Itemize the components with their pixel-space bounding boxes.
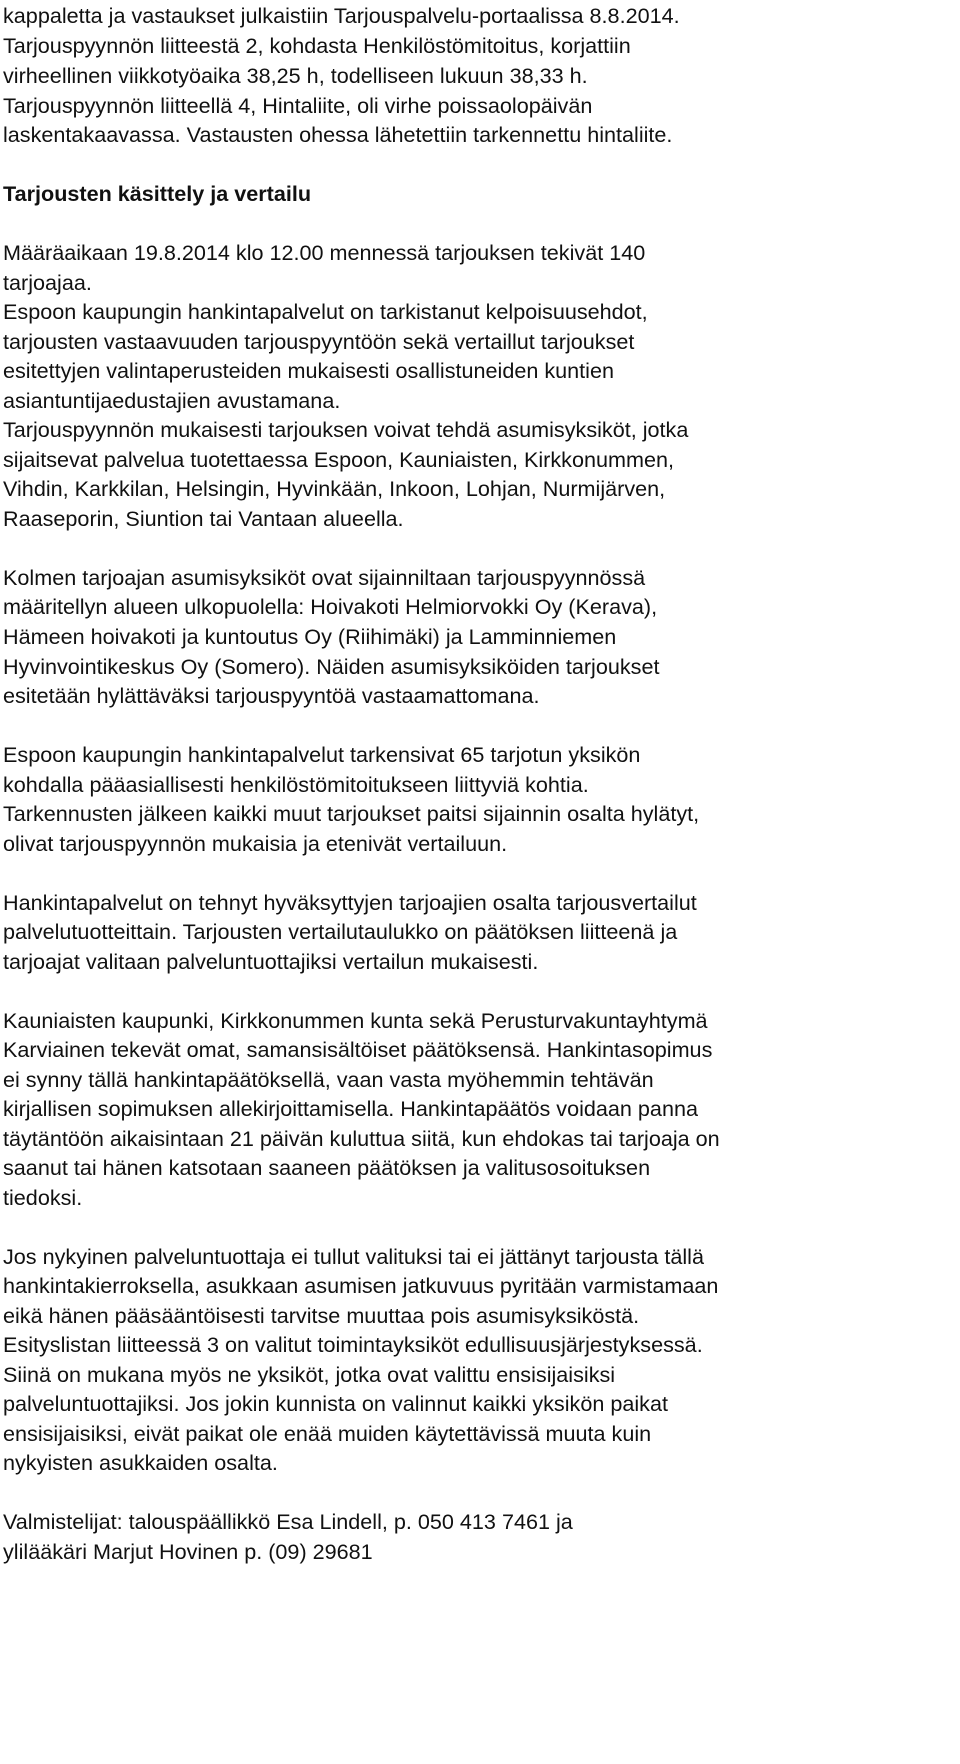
text-line: ylilääkäri Marjut Hovinen p. (09) 29681 xyxy=(3,1539,373,1564)
text-line: asiantuntijaedustajien avustamana. xyxy=(3,388,341,413)
text-line: sijaitsevat palvelua tuotettaessa Espoon, Kauniaisten, Kirkkonummen, xyxy=(3,447,674,472)
text-line: täytäntöön aikaisintaan 21 päivän kuluttua siitä, kun ehdokas tai tarjoaja on xyxy=(3,1126,720,1151)
text-line: Määräaikaan 19.8.2014 klo 12.00 mennessä tarjouksen tekivät 140 xyxy=(3,240,646,265)
text-line: palvelutuotteittain. Tarjousten vertailutaulukko on päätöksen liitteenä ja xyxy=(3,919,678,944)
section-heading: Tarjousten käsittely ja vertailu xyxy=(3,181,312,206)
text-line: laskentakaavassa. Vastausten ohessa lähetettiin tarkennettu hintaliite. xyxy=(3,122,673,147)
text-line: Kolmen tarjoajan asumisyksiköt ovat sijainniltaan tarjouspyynnössä xyxy=(3,565,646,590)
text-line: hankintakierroksella, asukkaan asumisen jatkuvuus pyritään varmistamaan xyxy=(3,1273,719,1298)
text-line: esitetään hylättäväksi tarjouspyyntöä vastaamattomana. xyxy=(3,683,540,708)
text-line: Espoon kaupungin hankintapalvelut tarkensivat 65 tarjotun yksikön xyxy=(3,742,641,767)
text-line: tarjoajat valitaan palveluntuottajiksi vertailun mukaisesti. xyxy=(3,949,539,974)
text-line: Tarjouspyynnön liitteestä 2, kohdasta Henkilöstömitoitus, korjattiin xyxy=(3,33,631,58)
text-line: kappaletta ja vastaukset julkaistiin Tarjouspalvelu-portaalissa 8.8.2014. xyxy=(3,3,680,28)
text-line: saanut tai hänen katsotaan saaneen päätöksen ja valitusosoituksen xyxy=(3,1155,651,1180)
text-line: Esityslistan liitteessä 3 on valitut toimintayksiköt edullisuusjärjestyksessä. xyxy=(3,1332,703,1357)
text-line: eikä hänen pääsääntöisesti tarvitse muuttaa pois asumisyksiköstä. xyxy=(3,1303,640,1328)
text-line: Jos nykyinen palveluntuottaja ei tullut valituksi tai ei jättänyt tarjousta tällä xyxy=(3,1244,704,1269)
text-line: Vihdin, Karkkilan, Helsingin, Hyvinkään, Inkoon, Lohjan, Nurmijärven, xyxy=(3,476,666,501)
text-line: kohdalla pääasiallisesti henkilöstömitoitukseen liittyviä kohtia. xyxy=(3,772,589,797)
text-line: Hyvinvointikeskus Oy (Somero). Näiden asumisyksiköiden tarjoukset xyxy=(3,654,660,679)
text-line: olivat tarjouspyynnön mukaisia ja etenivät vertailuun. xyxy=(3,831,508,856)
text-line: virheellinen viikkotyöaika 38,25 h, todelliseen lukuun 38,33 h. xyxy=(3,63,588,88)
text-line: tarjousten vastaavuuden tarjouspyyntöön sekä vertaillut tarjoukset xyxy=(3,329,635,354)
text-line: esitettyjen valintaperusteiden mukaisesti osallistuneiden kuntien xyxy=(3,358,614,383)
text-line: Kauniaisten kaupunki, Kirkkonummen kunta sekä Perusturvakuntayhtymä xyxy=(3,1008,708,1033)
text-line: tiedoksi. xyxy=(3,1185,83,1210)
text-line: Espoon kaupungin hankintapalvelut on tarkistanut kelpoisuusehdot, xyxy=(3,299,648,324)
text-line: määritellyn alueen ulkopuolella: Hoivakoti Helmiorvokki Oy (Kerava), xyxy=(3,594,658,619)
text-line: Hämeen hoivakoti ja kuntoutus Oy (Riihimäki) ja Lamminniemen xyxy=(3,624,617,649)
text-line: Tarkennusten jälkeen kaikki muut tarjoukset paitsi sijainnin osalta hylätyt, xyxy=(3,801,700,826)
text-line: Tarjouspyynnön mukaisesti tarjouksen voivat tehdä asumisyksiköt, jotka xyxy=(3,417,689,442)
text-line: Hankintapalvelut on tehnyt hyväksyttyjen tarjoajien osalta tarjousvertailut xyxy=(3,890,697,915)
text-line: Raaseporin, Siuntion tai Vantaan alueella. xyxy=(3,506,404,531)
text-line: Siinä on mukana myös ne yksiköt, jotka ovat valittu ensisijaisiksi xyxy=(3,1362,616,1387)
text-line: nykyisten asukkaiden osalta. xyxy=(3,1450,278,1475)
text-line: ei synny tällä hankintapäätöksellä, vaan vasta myöhemmin tehtävän xyxy=(3,1067,654,1092)
text-line: Karviainen tekevät omat, samansisältöiset päätöksensä. Hankintasopimus xyxy=(3,1037,713,1062)
text-line: Valmistelijat: talouspäällikkö Esa Lindell, p. 050 413 7461 ja xyxy=(3,1509,573,1534)
text-line: palveluntuottajiksi. Jos jokin kunnista on valinnut kaikki yksikön paikat xyxy=(3,1391,668,1416)
text-line: kirjallisen sopimuksen allekirjoittamisella. Hankintapäätös voidaan panna xyxy=(3,1096,698,1121)
text-line: tarjoajaa. xyxy=(3,270,92,295)
text-line: Tarjouspyynnön liitteellä 4, Hintaliite, oli virhe poissaolopäivän xyxy=(3,93,593,118)
text-line: ensisijaisiksi, eivät paikat ole enää muiden käytettävissä muuta kuin xyxy=(3,1421,652,1446)
